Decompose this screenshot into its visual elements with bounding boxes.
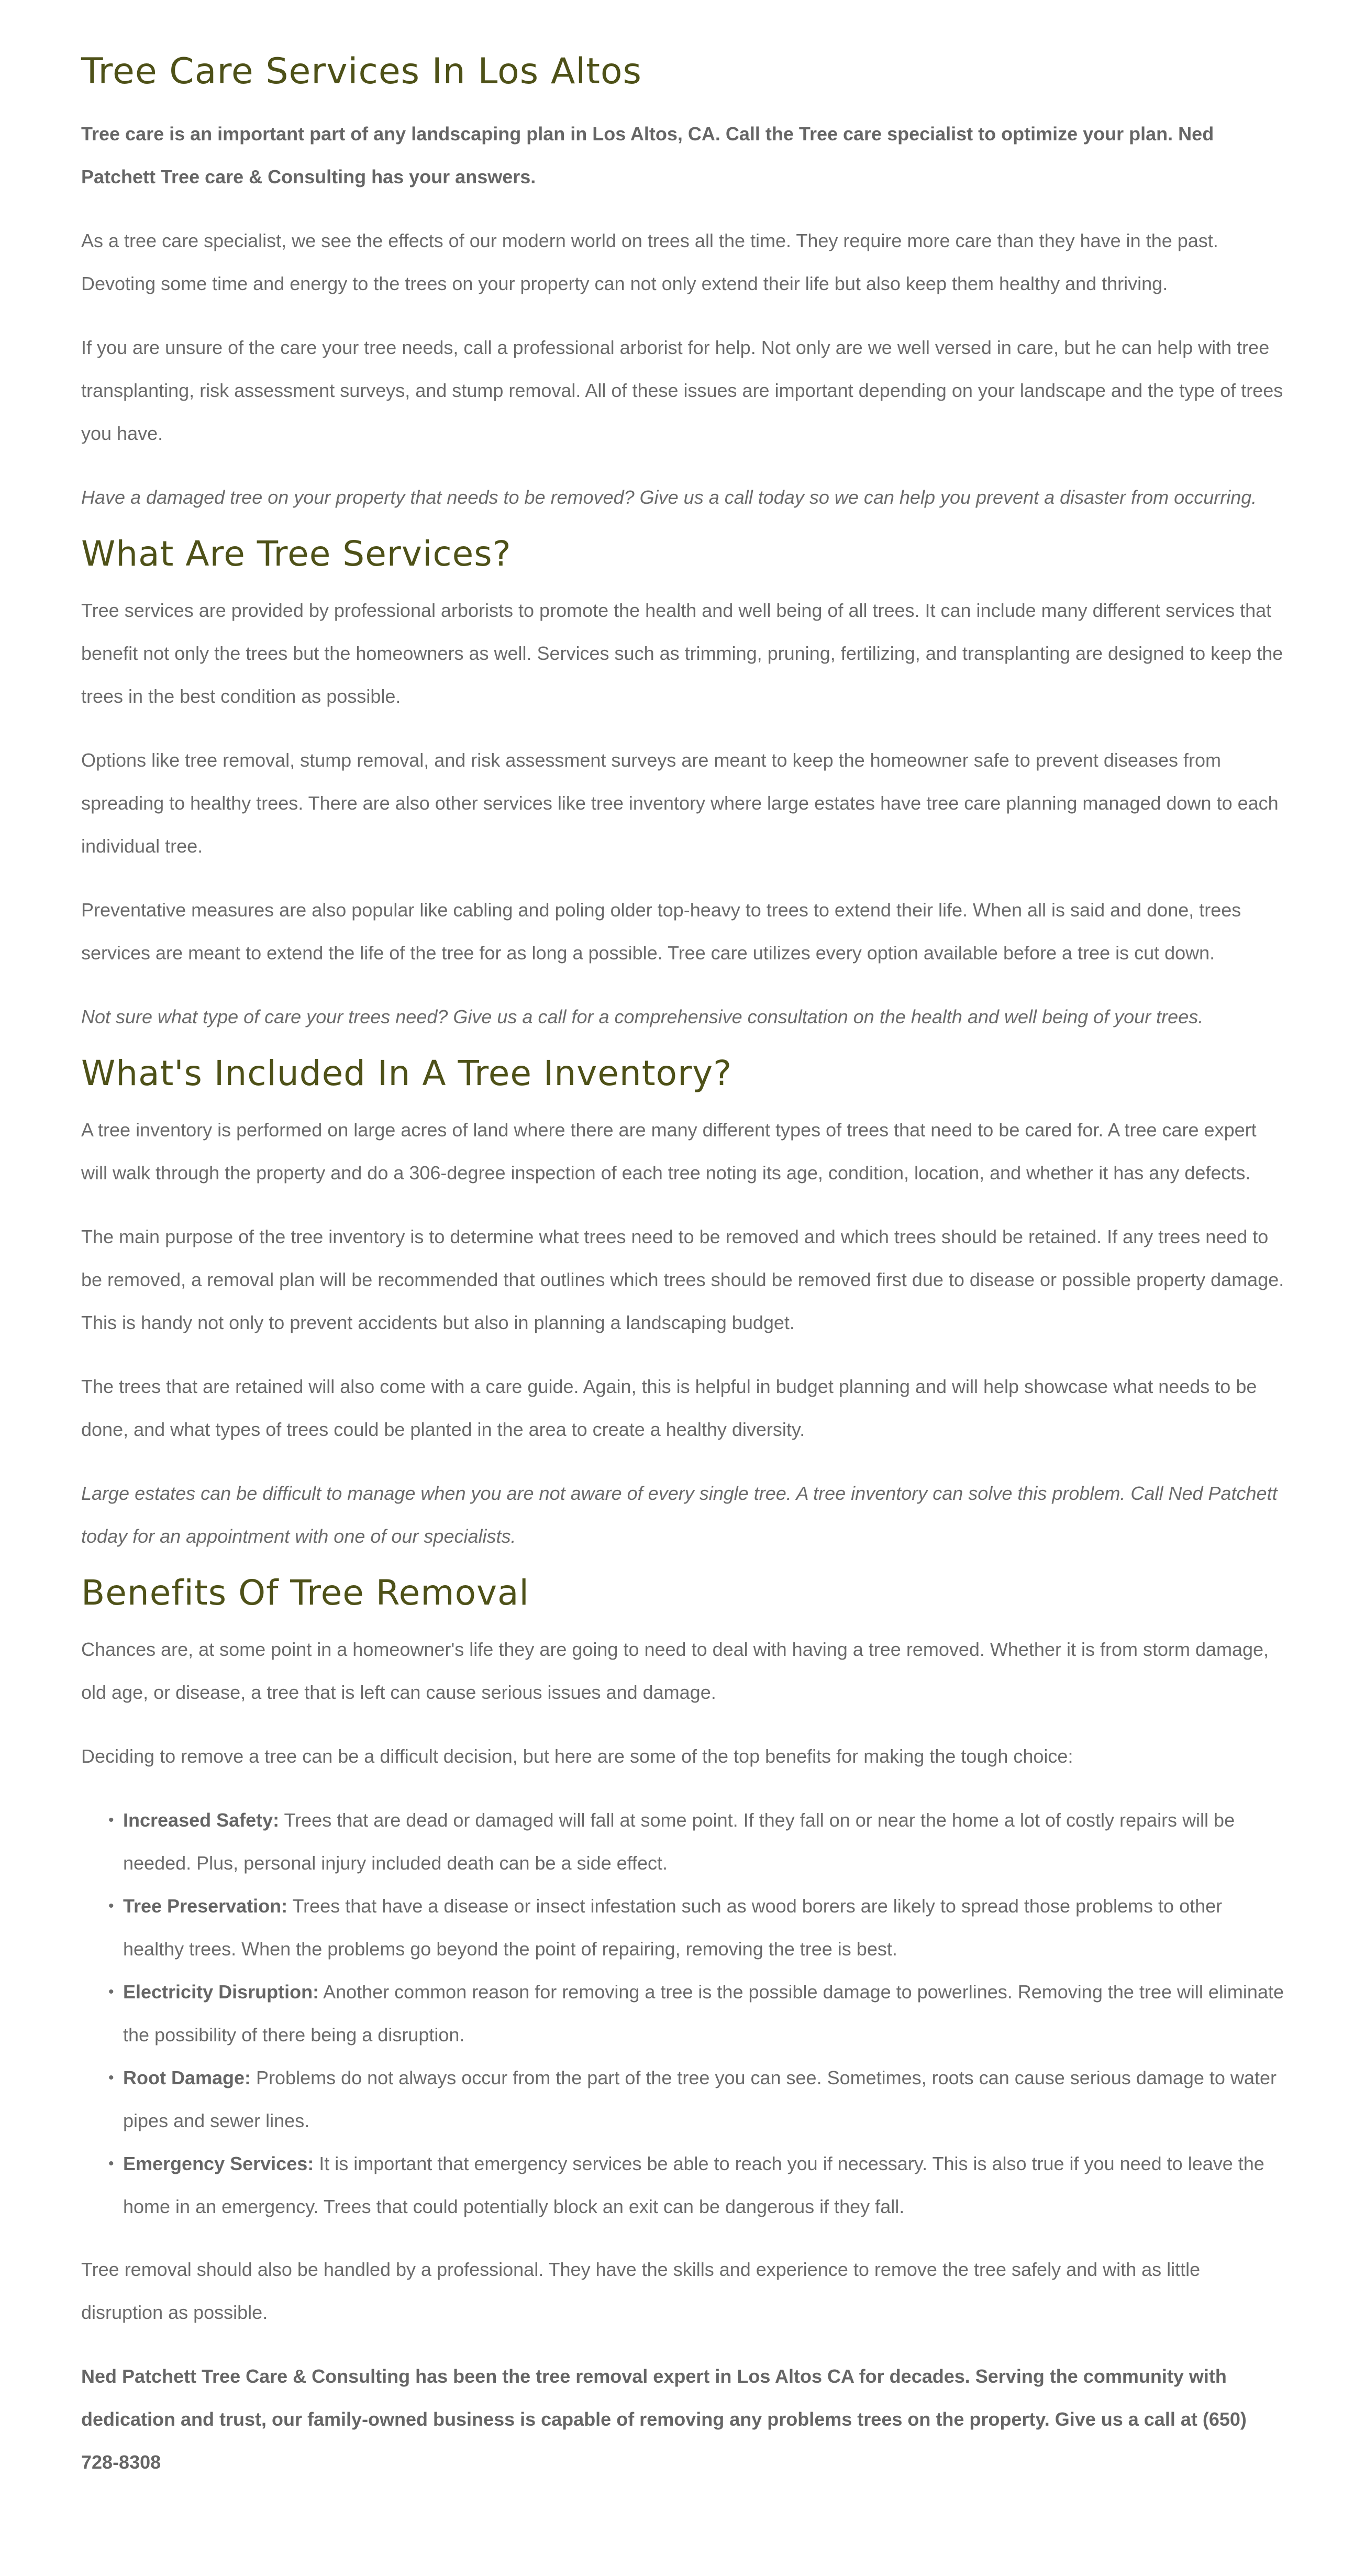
benefit-term: Tree Preservation: [123,1895,288,1917]
intro-call-to-action: Have a damaged tree on your property that needs to be removed? Give us a call today so we can help you prevent a disaster from occurring. [81,487,1257,508]
intro-paragraph-2: If you are unsure of the care your tree needs, call a professional arborist for help. Not only are we well versed in care, but he can help with tree transplanting, risk assessment surveys, and stump removal. All of these issues are important depending on your landscape and the type of trees you have. [81,337,1283,444]
page-title: Tree Care Services In Los Altos [81,51,642,92]
services-paragraph-2: Options like tree removal, stump removal, and risk assessment surveys are meant to keep the homeowner safe to prevent diseases from spreading to healthy trees. There are also other services like tree inventory where large estates have tree care planning managed down to each individual tree. [81,749,1279,857]
section-tree-inventory [81,1052,1285,1558]
benefit-term: Root Damage: [123,2067,251,2088]
benefit-description: Problems do not always occur from the part of the tree you can see. Sometimes, roots can cause serious damage to water pipes and sewer lines. [123,2067,1277,2131]
section-tree-removal [81,1572,1285,2484]
list-item [108,1799,1285,1885]
benefit-description: It is important that emergency services be able to reach you if necessary. This is also true if you need to leave the home in an emergency. Trees that could potentially block an exit can be dangerous if they fall. [123,2153,1264,2217]
services-paragraph-1: Tree services are provided by professional arborists to promote the health and well being of all trees. It can include many different services that benefit not only the trees but the homeowners as well. Services such as trimming, pruning, fertilizing, and transplanting are designed to keep the trees in the best condition as possible. [81,600,1283,707]
section-heading-tree-services: What Are Tree Services? [81,534,512,574]
list-item [108,1971,1285,2057]
removal-paragraph-1: Chances are, at some point in a homeowner's life they are going to need to deal with having a tree removed. Whether it is from storm damage, old age, or disease, a tree that is left can cause serious issues and damage. [81,1639,1269,1703]
bullet-icon: • [108,1983,114,2000]
benefit-description: Another common reason for removing a tree is the possible damage to powerlines. Removing the tree will eliminate the possibility of there being a disruption. [123,1981,1284,2046]
benefit-term: Electricity Disruption: [123,1981,319,2003]
inventory-paragraph-2: The main purpose of the tree inventory is to determine what trees need to be removed and which trees should be retained. If any trees need to be removed, a removal plan will be recommended that outlines which trees should be removed first due to disease or possible property damage. This is handy not only to prevent accidents but also in planning a landscaping budget. [81,1226,1284,1333]
bullet-icon: • [108,2155,114,2172]
list-item [108,2057,1285,2142]
removal-paragraph-2: Deciding to remove a tree can be a difficult decision, but here are some of the top benefits for making the tough choice: [81,1745,1073,1767]
intro-paragraph-1: As a tree care specialist, we see the effects of our modern world on trees all the time. They require more care than they have in the past. Devoting some time and energy to the trees on your property can not only extend their life but also keep them healthy and thriving. [81,230,1218,294]
benefits-list [81,1799,1285,2228]
benefit-description: Trees that are dead or damaged will fall at some point. If they fall on or near the home a lot of costly repairs will be needed. Plus, personal injury included death can be a side effect. [123,1809,1235,1874]
benefit-term: Increased Safety: [123,1809,280,1831]
bullet-icon: • [108,2069,114,2086]
bullet-icon: • [108,1897,114,1915]
section-tree-services [81,533,1285,1038]
lead-paragraph: Tree care is an important part of any landscaping plan in Los Altos, CA. Call the Tree care specialist to optimize your plan. Ned Patchett Tree care & Consulting has your answers. [81,123,1214,187]
inventory-call-to-action: Large estates can be difficult to manage when you are not aware of every single tree. A tree inventory can solve this problem. Call Ned Patchett today for an appointment with one of our specialists. [81,1483,1278,1547]
list-item [108,2142,1285,2228]
bullet-icon: • [108,1811,114,1829]
benefit-term: Emergency Services: [123,2153,314,2174]
removal-paragraph-3: Tree removal should also be handled by a professional. They have the skills and experience to remove the tree safely and with as little disruption as possible. [81,2259,1201,2323]
services-paragraph-3: Preventative measures are also popular like cabling and poling older top-heavy to trees to extend their life. When all is said and done, trees services are meant to extend the life of the tree for as long a possible. Tree care utilizes every option available before a tree is cut down. [81,899,1241,964]
section-heading-tree-inventory: What's Included In A Tree Inventory? [81,1053,733,1093]
section-heading-tree-removal: Benefits Of Tree Removal [81,1573,529,1613]
inventory-paragraph-1: A tree inventory is performed on large acres of land where there are many different types of trees that need to be cared for. A tree care expert will walk through the property and do a 306-degree inspection of each tree noting its age, condition, location, and whether it has any defects. [81,1119,1257,1184]
inventory-paragraph-3: The trees that are retained will also come with a care guide. Again, this is helpful in budget planning and will help showcase what needs to be done, and what types of trees could be planted in the area to create a healthy diversity. [81,1376,1257,1440]
closing-paragraph: Ned Patchett Tree Care & Consulting has been the tree removal expert in Los Altos CA for decades. Serving the community with dedication and trust, our family-owned business is capable of removing any problems trees on the property. Give us a call at (650) 728-8308 [81,2365,1247,2473]
list-item [108,1885,1285,1971]
article [81,50,1285,2505]
benefit-description: Trees that have a disease or insect infestation such as wood borers are likely to spread those problems to other healthy trees. When the problems go beyond the point of repairing, removing the tree is best. [123,1895,1223,1960]
services-call-to-action: Not sure what type of care your trees need? Give us a call for a comprehensive consultation on the health and well being of your trees. [81,1006,1204,1027]
